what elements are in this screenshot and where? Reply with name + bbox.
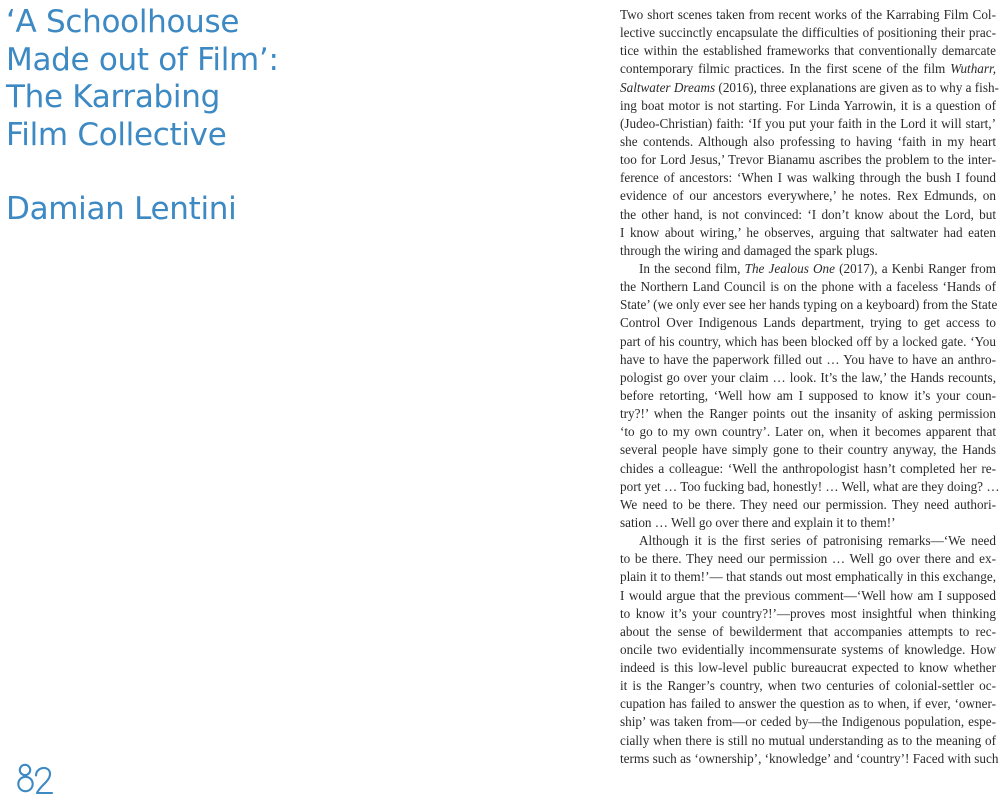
- body-text-line: [620, 79, 999, 97]
- body-text-line: port yet … Too fucking bad, honestly! … Well, what are they doing? …: [620, 478, 1000, 494]
- body-text-line: indeed is this low-level public bureaucrat expected to know whether: [620, 660, 996, 676]
- italic-title-text: The Jealous One: [744, 260, 835, 276]
- body-text-line: Control Over Indigenous Lands department, trying to get access to: [620, 315, 996, 331]
- author-name: Damian Lentini: [6, 191, 237, 227]
- body-text-segment: In the second film,: [639, 260, 745, 276]
- italic-title-text: Saltwater Dreams: [620, 79, 716, 95]
- body-text-line: cially when there is still no mutual understanding as to the meaning of: [620, 732, 996, 748]
- body-text-line: ing boat motor is not starting. For Linda Yarrowin, it is a question of: [620, 97, 996, 113]
- body-text-segment: contemporary filmic practices. In the first scene of the film: [620, 61, 951, 77]
- body-text-line: to be there. They need our permission … Well go over there and ex-: [620, 551, 996, 567]
- body-text-line: (Judeo-Christian) faith: ‘If you put your faith in the Lord it will start,’: [620, 115, 996, 131]
- body-text-line: the other hand, is not convinced: ‘I don’t know about the Lord, but: [620, 206, 996, 222]
- body-text-line: through the wiring and damaged the spark plugs.: [620, 242, 878, 258]
- body-text-line: to know it’s your country?!’—proves most insightful when thinking: [620, 605, 996, 621]
- body-text-line: ‘to go to my own country’. Later on, when it becomes apparent that: [620, 424, 996, 440]
- article-title-line: The Karrabing: [6, 79, 220, 115]
- body-text-segment: (2016), three explanations are given as to why a fish-: [715, 79, 999, 95]
- body-text-line: cupation has failed to answer the question as to when, if ever, ‘owner-: [620, 696, 996, 712]
- body-text-line: I know about wiring,’ he observes, arguing that saltwater had eaten: [620, 224, 996, 240]
- article-title-line: Film Collective: [6, 116, 227, 153]
- body-text-line: I would argue that the previous comment—‘Well how am I supposed: [620, 587, 996, 603]
- body-text-line: evidence of our ancestors everywhere,’ he notes. Rex Edmunds, on: [620, 188, 996, 204]
- body-text-line: [620, 260, 996, 278]
- body-text-line: before retorting, ‘Well how am I supposed to know it’s your coun-: [620, 387, 996, 403]
- body-text-line: about the sense of bewilderment that accompanies attempts to rec-: [620, 623, 996, 639]
- body-text-line: pologist go over your claim … look. It’s the law,’ the Hands recounts,: [620, 369, 996, 385]
- article-title-line: ‘A Schoolhouse: [6, 4, 240, 40]
- article-title-block: [6, 4, 306, 229]
- body-text-line: We need to be there. They need our permission. They need authori-: [620, 496, 996, 512]
- body-text-line: plain it to them!’— that stands out most emphatically in this exchange,: [620, 569, 996, 585]
- body-text-line: the Northern Land Council is on the phone with a faceless ‘Hands of: [620, 279, 996, 295]
- body-text-line: ference of ancestors: ‘When I was walking through the bush I found: [620, 170, 996, 186]
- body-text-line: [620, 60, 996, 78]
- page-number: [13, 752, 57, 798]
- body-text-line: several people have simply gone to their country anyway, the Hands: [620, 442, 996, 458]
- body-text-line: part of his country, which has been blocked off by a locked gate. ‘You: [620, 333, 996, 349]
- body-text-line: try?!’ when the Ranger points out the insanity of asking permission: [620, 406, 996, 422]
- body-text-line: lective succinctly encapsulate the difficulties of positioning their prac-: [620, 25, 996, 41]
- body-text-line: State’ (we only ever see her hands typing on a keyboard) from the State: [620, 297, 998, 313]
- body-text-line: Although it is the first series of patronising remarks—‘We need: [639, 533, 996, 549]
- italic-title-text: Wutharr,: [950, 61, 996, 77]
- body-text-line: ship’ was taken from—or ceded by—the Indigenous population, espe-: [620, 714, 996, 730]
- body-text-line: too for Lord Jesus,’ Trevor Bianamu ascribes the problem to the inter-: [620, 152, 996, 168]
- body-text-line: have to have the paperwork filled out … You have to have an anthro-: [620, 351, 996, 367]
- page-number-glyph: [13, 752, 57, 798]
- body-text-line: sation … Well go over there and explain it to them!’: [620, 514, 896, 530]
- body-text-line: Two short scenes taken from recent works of the Karrabing Film Col-: [620, 7, 996, 22]
- body-text-line: tice within the established frameworks that conventionally demarcate: [620, 43, 996, 59]
- body-text-segment: (2017), a Kenbi Ranger from: [834, 260, 996, 276]
- body-text-column: [620, 6, 1000, 768]
- body-text-line: chides a colleague: ‘Well the anthropologist hasn’t completed her re-: [620, 460, 996, 476]
- article-title-line: Made out of Film’:: [6, 41, 279, 78]
- body-text-line: terms such as ‘ownership’, ‘knowledge’ and ‘country’! Faced with such: [620, 750, 999, 766]
- body-text-line: it is the Ranger’s country, when two centuries of colonial-settler oc-: [620, 678, 996, 694]
- body-text-line: she contends. Although also professing to having ‘faith in my heart: [620, 133, 996, 149]
- body-text-line: oncile two evidentially incommensurate systems of knowledge. How: [620, 641, 996, 657]
